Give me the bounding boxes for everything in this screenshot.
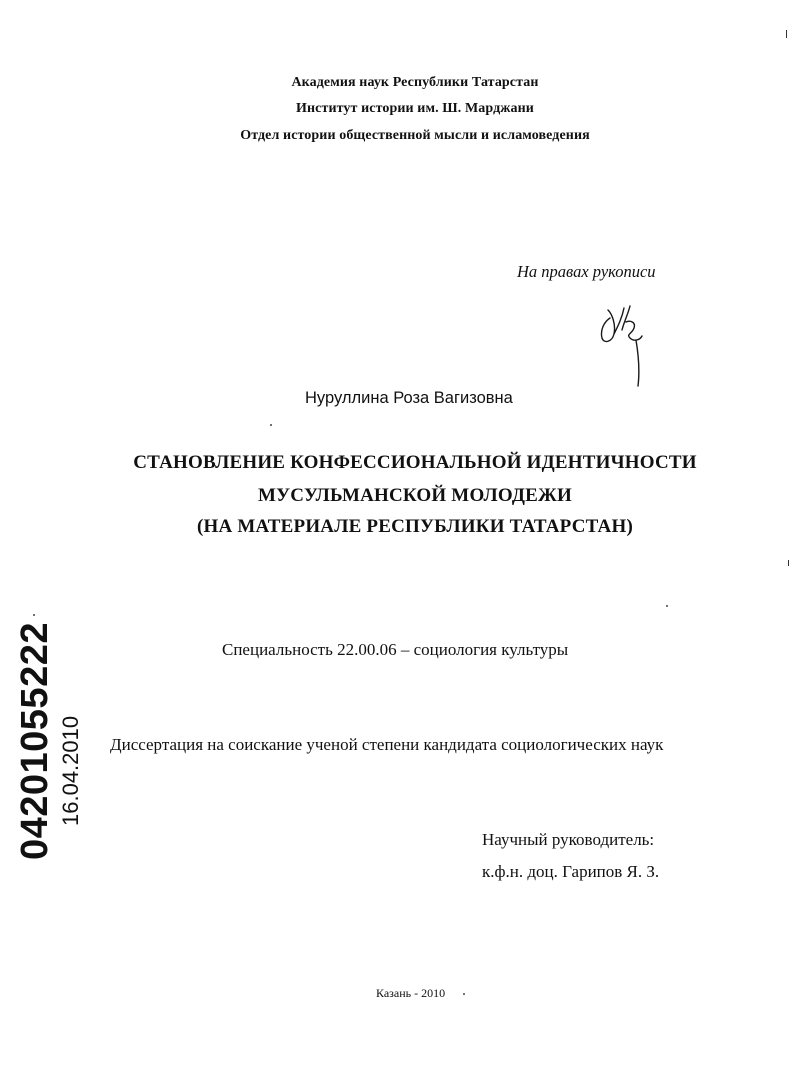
author-name: Нуруллина Роза Вагизовна [305, 389, 513, 407]
scan-edge-mark [788, 560, 789, 566]
advisor-label: Научный руководитель: [482, 830, 655, 849]
library-stamp-number: 04201055222 [14, 622, 56, 860]
city-year: Казань - 2010 [376, 986, 446, 1000]
title-line-3: (НА МАТЕРИАЛЕ РЕСПУБЛИКИ ТАТАРСТАН) [197, 516, 633, 537]
handwritten-signature [596, 300, 656, 390]
title-line-1: СТАНОВЛЕНИЕ КОНФЕССИОНАЛЬНОЙ ИДЕНТИЧНОСТИ [133, 452, 697, 473]
title-line-2: МУСУЛЬМАНСКОЙ МОЛОДЕЖИ [258, 485, 572, 506]
advisor-name: к.ф.н. доц. Гарипов Я. З. [482, 862, 660, 881]
institute-name: Институт истории им. Ш. Марджани [296, 101, 534, 116]
scan-speck [33, 614, 35, 616]
specialty-line: Специальность 22.00.06 – социология культуры [222, 640, 569, 659]
scan-speck [270, 424, 272, 426]
library-stamp-date: 16.04.2010 [58, 715, 83, 826]
manuscript-rights-note: На правах рукописи [517, 262, 656, 281]
dissertation-degree-line: Диссертация на соискание ученой степени кандидата социологических наук [110, 735, 664, 754]
academy-name: Академия наук Республики Татарстан [291, 75, 539, 90]
department-name: Отдел истории общественной мысли и исламоведения [240, 128, 590, 143]
scan-edge-mark [786, 30, 787, 38]
scan-speck [463, 993, 465, 995]
scan-speck [666, 605, 668, 607]
